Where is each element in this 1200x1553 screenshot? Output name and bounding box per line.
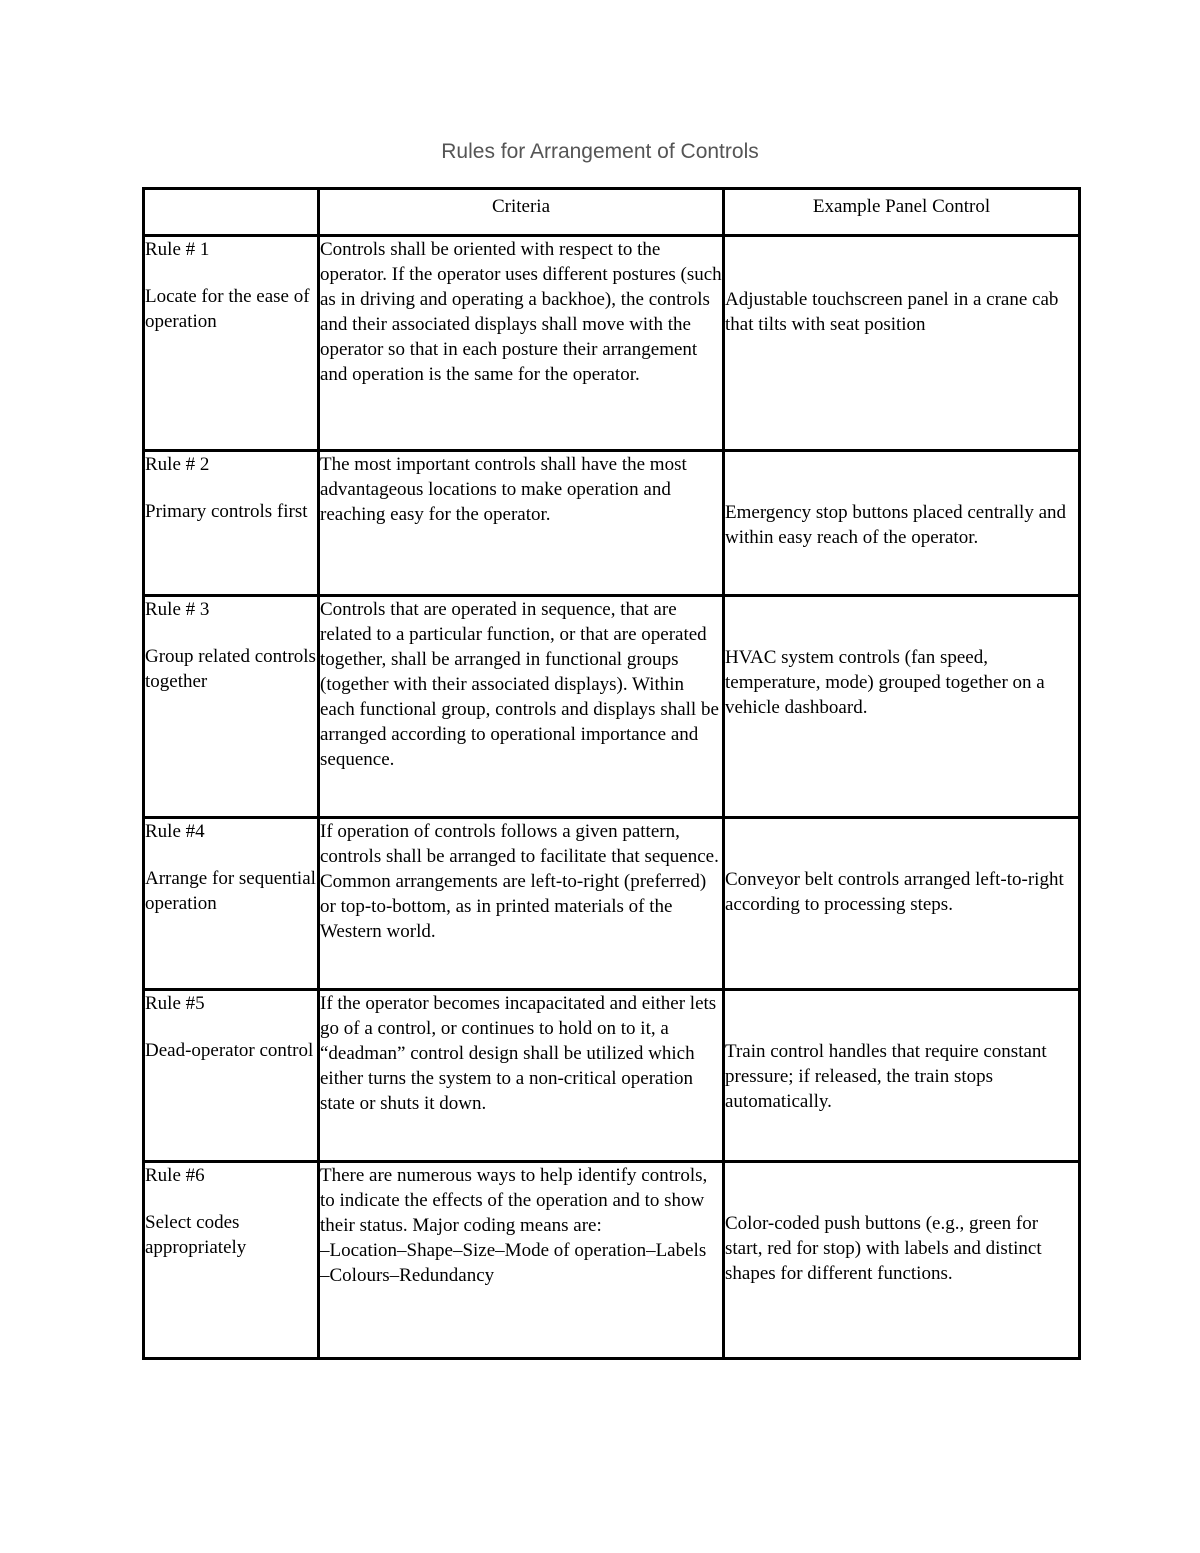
criteria-cell	[319, 818, 724, 990]
header-row	[144, 189, 1080, 236]
criteria-text: Controls shall be oriented with respect to the operator. If the operator uses different postures (such as in driving and operating a backhoe), the controls and their associated displays shall move with the operator so that in each posture their arrangement and operation is the same for the operator.	[320, 239, 722, 385]
rule-name: Locate for the ease of operation	[145, 286, 310, 332]
rule-cell	[144, 451, 319, 596]
rule-number: Rule #5	[145, 993, 205, 1014]
criteria-cell	[319, 451, 724, 596]
rule-number: Rule #4	[145, 821, 205, 842]
criteria-text: The most important controls shall have the most advantageous locations to make operation and reaching easy for the operator.	[320, 454, 687, 525]
header-example: Example Panel Control	[724, 189, 1080, 236]
criteria-text: There are numerous ways to help identify controls, to indicate the effects of the operation and to show their status. Major coding means are: –Location–Shape–Size–Mode of operation–Labels –Colours–Redundancy	[320, 1165, 708, 1286]
rule-cell	[144, 990, 319, 1162]
example-cell	[724, 236, 1080, 451]
rules-table	[142, 187, 1081, 1360]
criteria-text: Controls that are operated in sequence, that are related to a particular function, or that are operated together, shall be arranged in functional groups (together with their associated displays). Within each functional group, controls and displays shall be arranged according to operational importance and sequence.	[320, 599, 719, 770]
criteria-text: If the operator becomes incapacitated and either lets go of a control, or continues to hold on to it, a “deadman” control design shall be utilized which either turns the system to a non-critical operation state or shuts it down.	[320, 993, 717, 1114]
criteria-text: If operation of controls follows a given pattern, controls shall be arranged to facilitate that sequence. Common arrangements are left-to-right (preferred) or top-to-bottom, as in printed materials of the Western world.	[320, 821, 719, 942]
criteria-cell	[319, 1162, 724, 1359]
table-row	[144, 451, 1080, 596]
table-row	[144, 236, 1080, 451]
rule-name: Group related controls together	[145, 646, 316, 692]
example-cell	[724, 596, 1080, 818]
rule-cell	[144, 236, 319, 451]
table-row	[144, 990, 1080, 1162]
example-text: Conveyor belt controls arranged left-to-right according to processing steps.	[725, 869, 1064, 915]
table-row	[144, 1162, 1080, 1359]
rule-cell	[144, 818, 319, 990]
example-text: Color-coded push buttons (e.g., green for start, red for stop) with labels and distinct shapes for different functions.	[725, 1213, 1042, 1284]
criteria-cell	[319, 990, 724, 1162]
example-cell	[724, 990, 1080, 1162]
rule-number: Rule # 2	[145, 454, 210, 475]
example-text: Adjustable touchscreen panel in a crane cab that tilts with seat position	[725, 289, 1059, 335]
criteria-cell	[319, 596, 724, 818]
header-rule	[144, 189, 319, 236]
example-cell	[724, 451, 1080, 596]
rule-name: Dead-operator control	[145, 1040, 314, 1061]
example-cell	[724, 818, 1080, 990]
page-title: Rules for Arrangement of Controls	[441, 140, 759, 163]
example-text: Emergency stop buttons placed centrally and within easy reach of the operator.	[725, 502, 1067, 548]
rule-number: Rule # 3	[145, 599, 210, 620]
rule-cell	[144, 596, 319, 818]
example-text: Train control handles that require constant pressure; if released, the train stops automatically.	[725, 1041, 1047, 1112]
table-row	[144, 818, 1080, 990]
rule-number: Rule # 1	[145, 239, 210, 260]
example-cell	[724, 1162, 1080, 1359]
rule-cell	[144, 1162, 319, 1359]
rule-name: Select codes appropriately	[145, 1212, 247, 1258]
criteria-cell	[319, 236, 724, 451]
rule-number: Rule #6	[145, 1165, 205, 1186]
rule-name: Arrange for sequential operation	[145, 868, 316, 914]
table-row	[144, 596, 1080, 818]
header-criteria: Criteria	[319, 189, 724, 236]
rule-name: Primary controls first	[145, 501, 308, 522]
example-text: HVAC system controls (fan speed, temperature, mode) grouped together on a vehicle dashboard.	[725, 647, 1045, 718]
